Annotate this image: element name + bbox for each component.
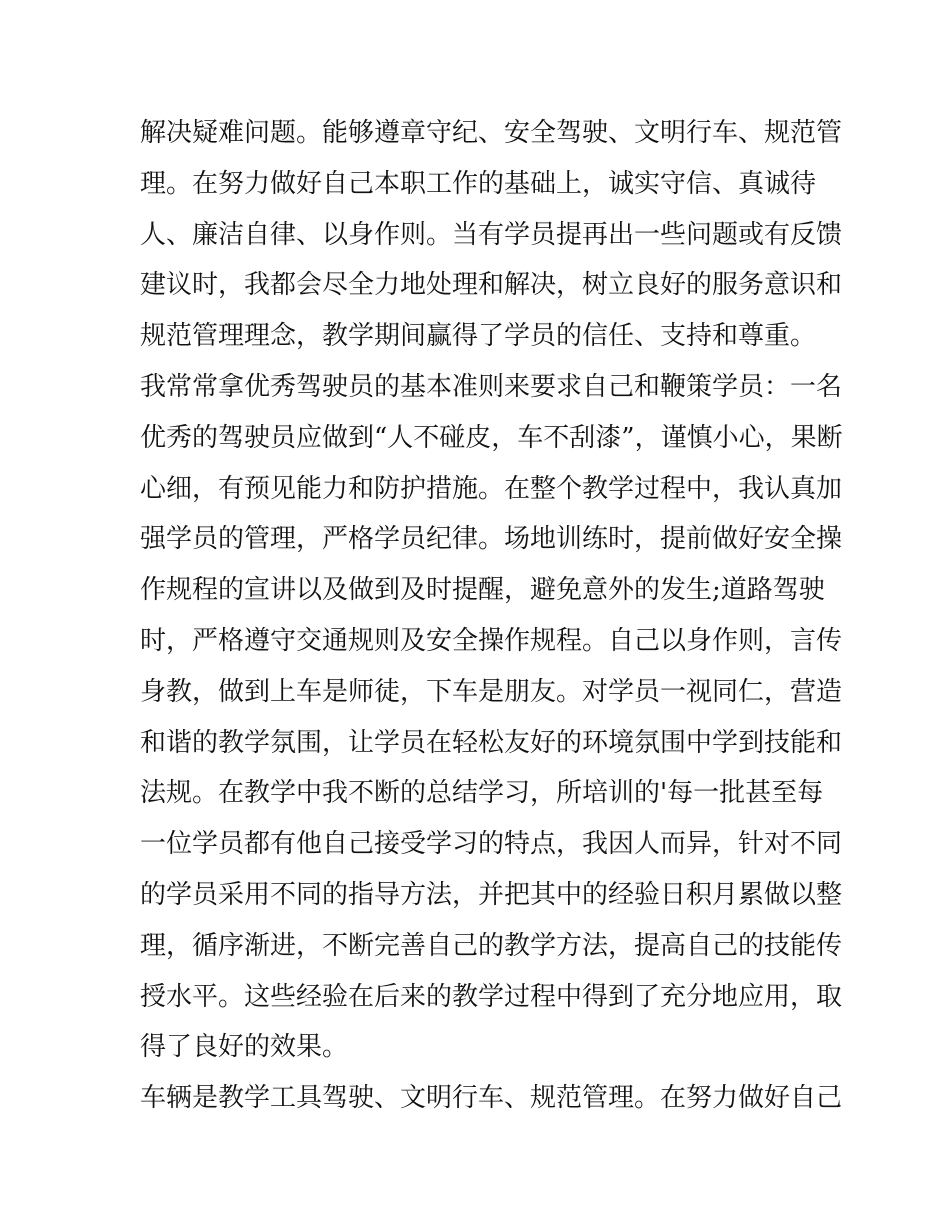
text-line: 心细，有预见能力和防护措施。在整个教学过程中，我认真加 xyxy=(140,473,843,504)
body-text xyxy=(140,108,843,1124)
text-line: 得了良好的效果。 xyxy=(140,1032,349,1063)
text-line: 时，严格遵守交通规则及安全操作规程。自己以身作则，言传 xyxy=(140,625,843,656)
text-line: 理。在努力做好自己本职工作的基础上，诚实守信、真诚待 xyxy=(140,168,817,199)
text-line: 解决疑难问题。能够遵章守纪、安全驾驶、文明行车、规范管 xyxy=(140,118,843,148)
text-line: 授水平。这些经验在后来的教学过程中得到了充分地应用，取 xyxy=(140,981,843,1012)
text-line: 人、廉洁自律、以身作则。当有学员提再出一些问题或有反馈 xyxy=(140,219,843,250)
text-line: 理，循序渐进，不断完善自己的教学方法，提高自己的技能传 xyxy=(140,930,843,961)
text-line: 法规。在教学中我不断的总结学习，所培训的'每一批甚至每 xyxy=(140,778,824,809)
text-line: 身教，做到上车是师徒，下车是朋友。对学员一视同仁，营造 xyxy=(140,676,843,707)
text-line: 车辆是教学工具驾驶、文明行车、规范管理。在努力做好自己 xyxy=(140,1083,843,1114)
text-line: 作规程的宣讲以及做到及时提醒，避免意外的发生;道路驾驶 xyxy=(140,575,825,606)
text-line: 的学员采用不同的指导方法，并把其中的经验日积月累做以整 xyxy=(140,879,843,910)
text-line: 优秀的驾驶员应做到“人不碰皮，车不刮漆”，谨慎小心，果断 xyxy=(140,422,843,453)
text-line: 建议时，我都会尽全力地处理和解决，树立良好的服务意识和 xyxy=(140,270,843,301)
text-line: 强学员的管理，严格学员纪律。场地训练时，提前做好安全操 xyxy=(140,524,843,555)
text-line: 规范管理理念，教学期间赢得了学员的信任、支持和尊重。 xyxy=(140,321,817,352)
text-line: 和谐的教学氛围，让学员在轻松友好的环境氛围中学到技能和 xyxy=(140,727,843,758)
text-line: 一位学员都有他自己接受学习的特点，我因人而异，针对不同 xyxy=(140,829,843,860)
text-line: 我常常拿优秀驾驶员的基本准则来要求自己和鞭策学员：一名 xyxy=(140,371,843,402)
